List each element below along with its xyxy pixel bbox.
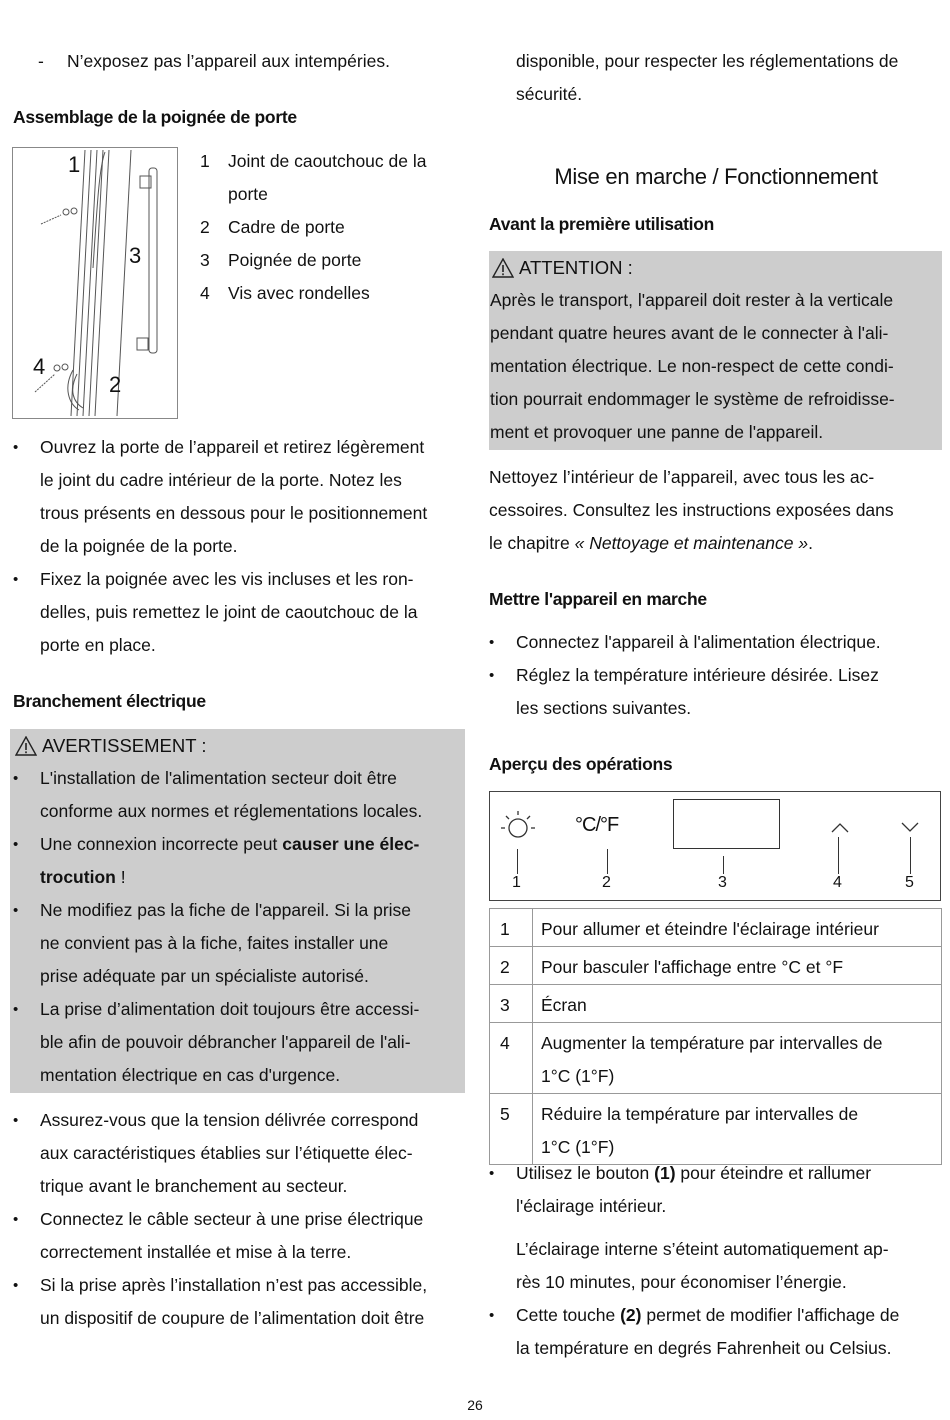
part-item xyxy=(200,145,470,211)
table-cell-description xyxy=(533,947,942,985)
list-item-line: aux caractéristiques établies sur l’étiquette élec- xyxy=(40,1143,413,1163)
table-cell-description xyxy=(533,909,942,947)
list-item-line: delles, puis remettez le joint de caoutchouc de la xyxy=(40,602,418,622)
list-item-text: ! xyxy=(115,867,126,887)
list-item-line: • La prise d’alimentation doit toujours être accessi- xyxy=(40,999,420,1019)
list-item-line: prise adéquate par un spécialiste autorisé. xyxy=(40,966,369,986)
list-item-line: mentation électrique en cas d'urgence. xyxy=(40,1065,341,1085)
list-item xyxy=(13,762,465,828)
leader-line xyxy=(723,856,724,874)
part-label: Poignée de porte xyxy=(228,250,362,270)
list-item xyxy=(13,1269,468,1335)
temperature-unit-label: °C/°F xyxy=(575,814,619,836)
warning-triangle-icon xyxy=(492,258,514,278)
heading-operations-overview: Aperçu des opérations xyxy=(489,754,673,774)
attention-line: Après le transport, l'appareil doit rester à la verticale xyxy=(490,290,894,310)
attention-title-text: ATTENTION : xyxy=(519,257,633,278)
heading-power-on: Mettre l'appareil en marche xyxy=(489,589,707,609)
part-label: Cadre de porte xyxy=(228,217,345,237)
list-item-line: trous présents en dessous pour le positionnement xyxy=(40,503,428,523)
table-row xyxy=(490,947,942,985)
cell-line: Pour allumer et éteindre l'éclairage intérieur xyxy=(541,919,879,939)
power-on-list xyxy=(489,626,943,725)
list-item-line: • L'installation de l'alimentation secteur doit être xyxy=(40,768,397,788)
list-item xyxy=(13,894,465,993)
table-cell-description xyxy=(533,1094,942,1165)
list-item-line: le joint du cadre intérieur de la porte. Notez les xyxy=(40,470,402,490)
part-label-line: porte xyxy=(228,184,268,204)
part-number: 2 xyxy=(200,217,210,237)
figure-label-2: 2 xyxy=(109,372,122,397)
attention-line: pendant quatre heures avant de le connecter à l'ali- xyxy=(490,323,889,343)
list-item-line: • Si la prise après l’installation n’est pas accessible, xyxy=(40,1275,428,1295)
part-item xyxy=(200,211,470,244)
electrical-instructions-list xyxy=(13,1104,468,1335)
heading-electrical-connection: Branchement électrique xyxy=(13,691,206,711)
light-icon xyxy=(498,810,538,846)
list-item-line: • Ne modifiez pas la fiche de l'appareil. Si la prise xyxy=(40,900,412,920)
table-cell-number: 5 xyxy=(490,1094,533,1165)
warning-list xyxy=(13,762,465,1092)
list-item xyxy=(489,659,943,725)
operations-table xyxy=(489,908,942,1165)
part-label xyxy=(228,145,426,211)
chevron-up-icon xyxy=(830,820,850,834)
list-item-text: permet de modifier l'affichage de xyxy=(641,1305,900,1325)
warning-title-text: AVERTISSEMENT : xyxy=(42,735,207,756)
table-cell-number: 4 xyxy=(490,1023,533,1094)
paragraph-line: Nettoyez l’intérieur de l’appareil, avec tous les ac- xyxy=(489,467,875,487)
cell-line: Pour basculer l'affichage entre °C et °F xyxy=(541,957,844,977)
handle-instructions-list xyxy=(13,431,468,662)
part-label: Vis avec rondelles xyxy=(228,283,370,303)
part-number: 4 xyxy=(200,283,210,303)
figure-label-1: 1 xyxy=(68,152,81,177)
warning-triangle-icon xyxy=(15,736,37,756)
page-number: 26 xyxy=(467,1397,483,1413)
list-item-line: les sections suivantes. xyxy=(516,698,692,718)
list-item xyxy=(13,828,465,894)
part-number: 3 xyxy=(200,250,210,270)
cell-line: 1°C (1°F) xyxy=(541,1066,615,1086)
part-item xyxy=(200,244,470,277)
table-cell-description xyxy=(533,985,942,1023)
table-cell-number: 3 xyxy=(490,985,533,1023)
part-item xyxy=(200,277,470,310)
table-row xyxy=(490,985,942,1023)
attention-line: tion pourrait endommager le système de refroidisse- xyxy=(490,389,895,409)
attention-title xyxy=(490,251,942,284)
attention-box xyxy=(489,251,942,450)
cell-line: Réduire la température par intervalles de xyxy=(541,1104,859,1124)
continued-text xyxy=(516,45,946,111)
panel-number-4: 4 xyxy=(833,874,842,891)
warning-title xyxy=(13,729,465,762)
paragraph-line: rès 10 minutes, pour économiser l’énergie. xyxy=(516,1272,847,1292)
list-item xyxy=(13,1104,468,1203)
emphasis-text: causer une élec- xyxy=(282,834,420,854)
figure-label-4: 4 xyxy=(33,354,46,379)
list-item xyxy=(13,563,468,662)
list-item-line: de la poignée de la porte. xyxy=(40,536,238,556)
panel-number-1: 1 xyxy=(512,874,521,891)
list-item-text: Cette touche xyxy=(516,1305,621,1325)
table-cell-number: 1 xyxy=(490,909,533,947)
dash-marker: - xyxy=(38,51,44,71)
button-reference: (2) xyxy=(620,1305,642,1325)
table-row xyxy=(490,909,942,947)
list-item-line: • Connectez l'appareil à l'alimentation électrique. xyxy=(516,632,881,652)
list-item-line: • Ouvrez la porte de l’appareil et retirez légèrement xyxy=(40,437,425,457)
continued-line: disponible, pour respecter les réglementations de xyxy=(516,51,899,71)
cell-line: 1°C (1°F) xyxy=(541,1137,615,1157)
parts-list xyxy=(200,145,470,310)
table-cell-number: 2 xyxy=(490,947,533,985)
intro-text: N’exposez pas l’appareil aux intempéries. xyxy=(67,51,390,71)
table-row xyxy=(490,1023,942,1094)
panel-number-5: 5 xyxy=(905,874,914,891)
panel-number-2: 2 xyxy=(602,874,611,891)
list-item xyxy=(489,626,943,659)
list-item-line: la température en degrés Fahrenheit ou Celsius. xyxy=(516,1338,892,1358)
paragraph-text: le chapitre xyxy=(489,533,575,553)
list-item-line: • Réglez la température intérieure désirée. Lisez xyxy=(516,665,879,685)
list-item xyxy=(13,1203,468,1269)
list-item-line: ble afin de pouvoir débrancher l'appareil de l'ali- xyxy=(40,1032,411,1052)
attention-line: mentation électrique. Le non-respect de cette condi- xyxy=(490,356,894,376)
leader-line xyxy=(607,849,608,874)
list-item xyxy=(13,993,465,1092)
list-item-line: un dispositif de coupure de l’alimentation doit être xyxy=(40,1308,425,1328)
list-item-line: ne convient pas à la fiche, faites installer une xyxy=(40,933,389,953)
control-panel-diagram xyxy=(489,791,941,901)
list-item xyxy=(489,1157,943,1223)
figure-label-3: 3 xyxy=(129,243,142,268)
list-item-line: correctement installée et mise à la terre. xyxy=(40,1242,352,1262)
part-label-line: Joint de caoutchouc de la xyxy=(228,151,427,171)
paragraph-line: cessoires. Consultez les instructions exposées dans xyxy=(489,500,894,520)
light-timer-paragraph xyxy=(516,1233,946,1299)
chevron-down-icon xyxy=(900,820,920,834)
leader-line xyxy=(517,849,518,874)
display-screen xyxy=(673,799,780,849)
list-item xyxy=(13,431,468,563)
door-handle-figure xyxy=(12,147,178,419)
list-item-line: • Connectez le câble secteur à une prise électrique xyxy=(40,1209,424,1229)
list-item-line: conforme aux normes et réglementations locales. xyxy=(40,801,423,821)
table-row xyxy=(490,1094,942,1165)
unit-instructions-list xyxy=(489,1299,943,1365)
panel-number-3: 3 xyxy=(718,874,727,891)
list-item-line: • Fixez la poignée avec les vis incluses et les ron- xyxy=(40,569,414,589)
warning-box xyxy=(10,729,465,1093)
cell-line: Augmenter la température par intervalles de xyxy=(541,1033,883,1053)
heading-first-use: Avant la première utilisation xyxy=(489,214,715,234)
heading-handle-assembly: Assemblage de la poignée de porte xyxy=(13,107,297,127)
list-item xyxy=(489,1299,943,1365)
list-item-text: Une connexion incorrecte peut xyxy=(40,834,283,854)
leader-line xyxy=(910,837,911,874)
button-reference: (1) xyxy=(654,1163,676,1183)
part-number: 1 xyxy=(200,151,210,171)
light-instructions-list xyxy=(489,1157,943,1223)
list-item-line: trique avant le branchement au secteur. xyxy=(40,1176,348,1196)
attention-line: ment et provoquer une panne de l'appareil. xyxy=(490,422,824,442)
list-item-line: l'éclairage intérieur. xyxy=(516,1196,667,1216)
continued-line: sécurité. xyxy=(516,84,583,104)
list-item-line: • Assurez-vous que la tension délivrée correspond xyxy=(40,1110,419,1130)
table-cell-description xyxy=(533,1023,942,1094)
list-item-text: Utilisez le bouton xyxy=(516,1163,655,1183)
chapter-reference: « Nettoyage et maintenance » xyxy=(574,533,809,553)
cleaning-paragraph xyxy=(489,461,943,560)
section-title: Mise en marche / Fonctionnement xyxy=(554,164,878,189)
paragraph-text: . xyxy=(808,533,813,553)
list-item-line: porte en place. xyxy=(40,635,156,655)
paragraph-line: L’éclairage interne s’éteint automatiquement ap- xyxy=(516,1239,889,1259)
cell-line: Écran xyxy=(541,995,587,1015)
list-item-text: pour éteindre et rallumer xyxy=(675,1163,872,1183)
emphasis-text: trocution xyxy=(40,867,116,887)
leader-line xyxy=(838,837,839,874)
